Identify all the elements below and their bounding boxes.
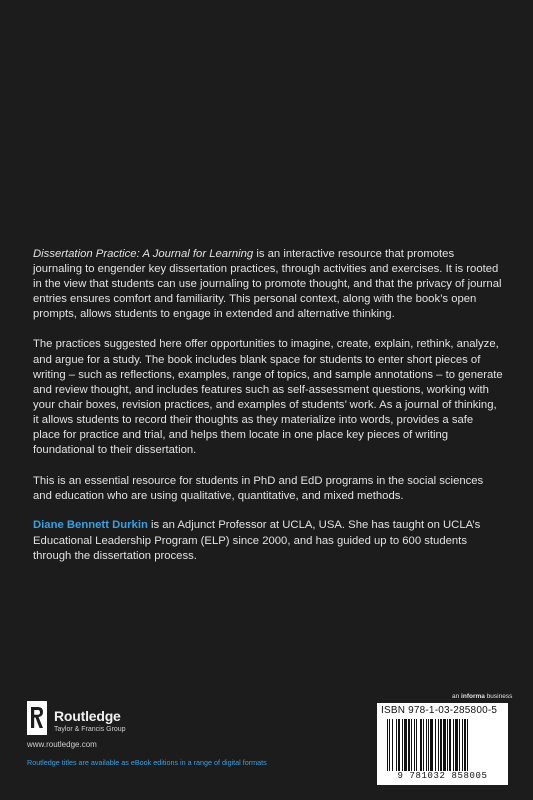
barcode-bar (443, 719, 446, 771)
barcode-bar (416, 719, 417, 771)
barcode-bar (467, 719, 468, 771)
barcode-bar (430, 719, 433, 771)
barcode-bar (464, 719, 466, 771)
barcode-bar (435, 719, 436, 771)
author-name: Diane Bennett Durkin (33, 519, 148, 532)
barcode-bar (459, 719, 460, 771)
barcode-bar (392, 719, 393, 771)
informa-business-label: an informa business (452, 693, 513, 700)
barcode-bar (411, 719, 412, 771)
barcode-digits: 9 781032 858005 (397, 771, 488, 781)
barcode-bar (447, 719, 448, 771)
barcode-bar (404, 719, 407, 771)
barcode-bar (440, 719, 442, 771)
barcode-bar (453, 719, 454, 771)
publisher-url[interactable]: www.routledge.com (27, 740, 97, 749)
barcode-bar (389, 719, 390, 771)
barcode-bar (396, 719, 397, 771)
back-cover-blurb (33, 247, 503, 578)
barcode-bar (428, 719, 429, 771)
barcode-bar (455, 719, 458, 771)
barcode-bar (402, 719, 403, 771)
publisher-block (27, 701, 197, 751)
barcode-bar (462, 719, 463, 771)
barcode-bar (408, 719, 410, 771)
barcode-bar (387, 719, 388, 771)
barcode-bar (398, 719, 400, 771)
publisher-name: Routledge (54, 708, 121, 724)
barcode-bars (387, 719, 498, 771)
book-title: Dissertation Practice: A Journal for Learning (33, 248, 254, 260)
author-bio-text: is an Adjunct Professor at UCLA, USA. She has taught on UCLA’s Educational Leadership Program (ELP) since 2000, and has guided up to 600 students through the dissertation process. (33, 519, 481, 562)
isbn-barcode (377, 703, 508, 785)
blurb-paragraph-2: The practices suggested here offer opportunities to imagine, create, explain, rethink, analyze, and argue for a study. The book includes blank space for students to enter short pieces of writing – such as reflections, examples, range of topics, and sample annotations – to generate and review thought, and includes features such as self-assessment questions, working with your chair boxes, revision practices, and examples of students’ work. As a journal of thinking, it allows students to record their thoughts as they materialize into words, provides a safe place for practice and trial, and helps them locate in one place key pieces of writing foundational to their dissertation. (33, 338, 503, 457)
routledge-logo-icon (27, 701, 47, 735)
author-bio (33, 518, 503, 563)
barcode-bar (449, 719, 451, 771)
barcode-bar (420, 719, 422, 771)
barcode-bar (426, 719, 427, 771)
ebook-availability-note: Routledge titles are available as eBook editions in a range of digital formats (27, 758, 267, 767)
blurb-paragraph-1 (33, 247, 503, 322)
blurb-paragraph-3: This is an essential resource for students in PhD and EdD programs in the social sciences and education who are using qualitative, quantitative, and mixed methods. (33, 475, 484, 503)
barcode-bar (423, 719, 424, 771)
blurb-paragraph-1-text: is an interactive resource that promotes journaling to engender key dissertation practices, through activities and exercises. It is rooted in the view that students can use journaling to promote thought, and that the privacy of journal entries ensures comfort and familiarity. This personal context, along with the book’s open prompts, allows students to engage in extended and alternative thinking. (33, 248, 502, 321)
barcode-bar (414, 719, 415, 771)
isbn-number: ISBN 978-1-03-285800-5 (381, 705, 498, 716)
publisher-tagline: Taylor & Francis Group (54, 726, 126, 733)
barcode-bar (438, 719, 439, 771)
